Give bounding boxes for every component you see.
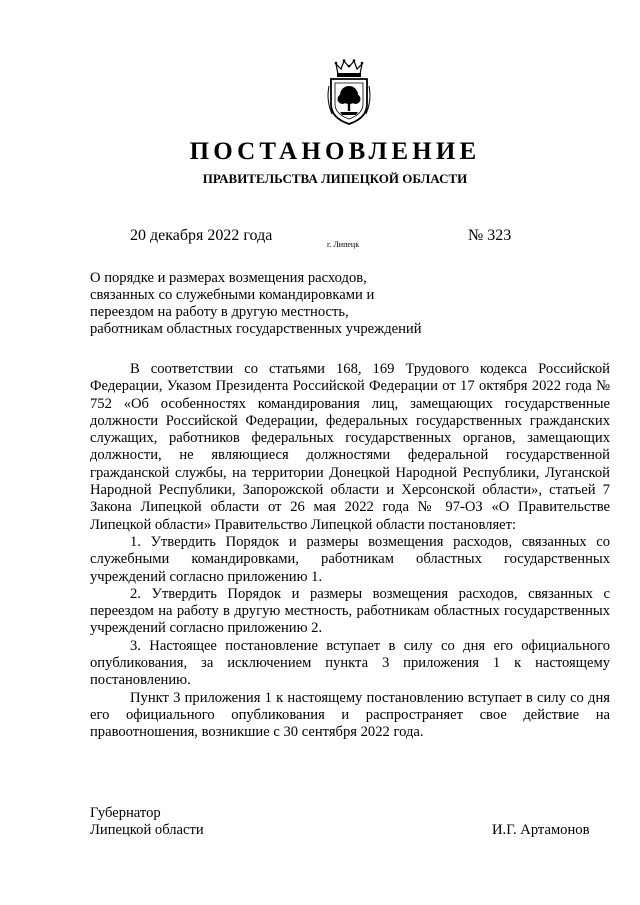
document-number: № 323: [468, 227, 512, 244]
document-issuer: ПРАВИТЕЛЬСТВА ЛИПЕЦКОЙ ОБЛАСТИ: [202, 171, 468, 186]
preamble-paragraph: В соответствии со статьями 168, 169 Трудового кодекса Российской Федерации, Указом Президента Российской Федерации от 17 октября 2022 года № 752 «Об особенностях командирования лиц, замещающих государственные должности Российской Федерации, федеральных государственных гражданских служащих, работников федеральных государственных органов, замещающих должности, не являющиеся должностями федеральной государственной гражданской службы, на территории Донецкой Народной Республики, Луганской Народной Республики, Запорожской области и Херсонской области», статьей 7 Закона Липецкой области от 26 мая 2022 года № 97-ОЗ «О Правительстве Липецкой области» Правительство Липецкой области постановляет:: [90, 361, 610, 533]
document-title: ПОСТАНОВЛЕНИЕ: [189, 138, 481, 165]
document-city: г. Липецк: [327, 240, 360, 249]
signatory-position: [90, 805, 204, 839]
clause-1-paragraph: 1. Утвердить Порядок и размеры возмещения расходов, связанных со служебными командировками, работникам областных государственных учреждений согласно приложению 1.: [90, 533, 610, 585]
subject-line: связанных со служебными командировками и: [90, 287, 375, 303]
document-body: [90, 361, 610, 742]
signatory-position-line: Липецкой области: [90, 822, 204, 838]
subject-line: переездом на работу в другую местность,: [90, 304, 349, 320]
signatory-name: И.Г. Артамонов: [492, 822, 590, 838]
clause-3-note-paragraph: Пункт 3 приложения 1 к настоящему постановлению вступает в силу со дня его официального опубликования и распространяет свое действие на правоотношения, возникшие с 30 сентября 2022 года.: [90, 689, 610, 741]
subject-line: О порядке и размерах возмещения расходов,: [90, 270, 367, 286]
clause-3-paragraph: 3. Настоящее постановление вступает в силу со дня его официального опубликования, за исключением пункта 3 приложения 1 к настоящему постановлению.: [90, 637, 610, 689]
subject-line: работникам областных государственных учреждений: [90, 321, 422, 337]
coat-of-arms-icon: [326, 58, 372, 126]
signatory-position-line: Губернатор: [90, 805, 161, 821]
document-date: 20 декабря 2022 года: [130, 227, 273, 244]
document-subject: [90, 270, 490, 338]
clause-2-paragraph: 2. Утвердить Порядок и размеры возмещения расходов, связанных с переездом на работу в другую местность, работникам областных государственных учреждений согласно приложению 2.: [90, 585, 610, 637]
